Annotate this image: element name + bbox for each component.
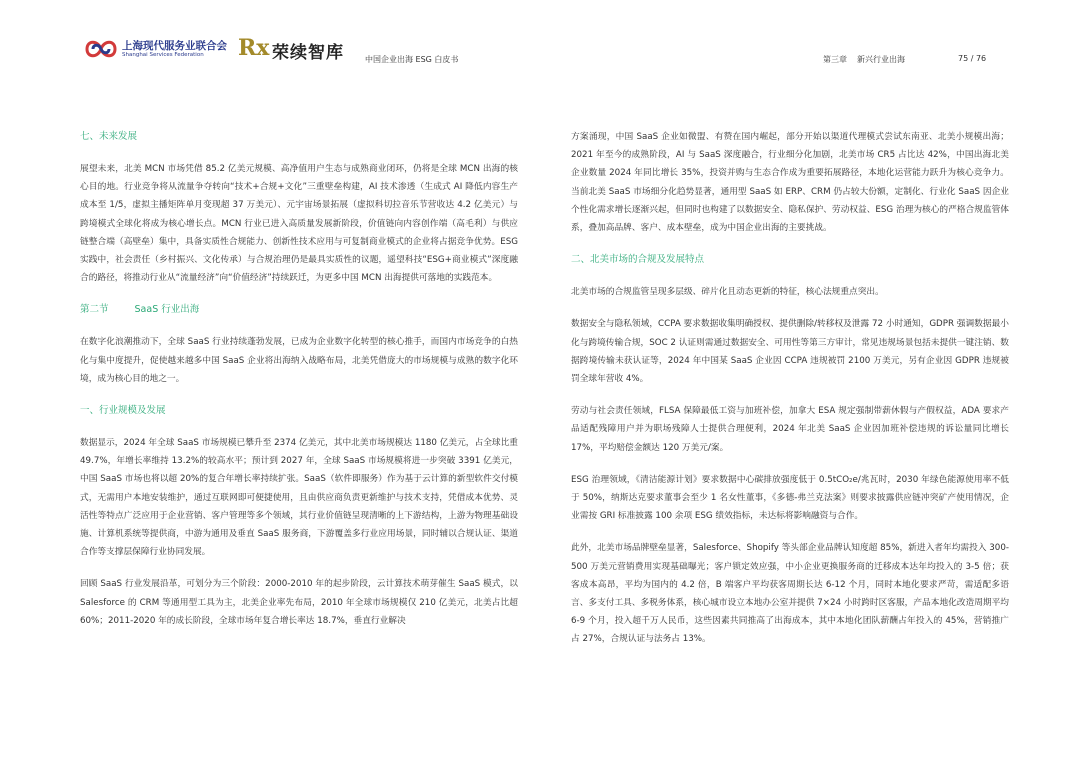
page-number: 75 / 76	[958, 54, 987, 63]
paragraph: ESG 治理领域，《清洁能源计划》要求数据中心碳排放强度低于 0.5tCO₂e/兆瓦时，2030 年绿色能源使用率不低于 50%，纳斯达克要求董事会至少 1 名女性董事，《多德-弗兰克法案》则要求披露供应链冲突矿产使用情况，企业需按 GRI 标准披露 100 余项 ESG 绩效指标，未达标将影响融资与合作。	[571, 474, 1009, 522]
paragraph: 北美市场的合规监管呈现多层级、碎片化且动态更新的特征，核心法规重点突出。	[571, 287, 884, 298]
paragraph: 数据显示，2024 年全球 SaaS 市场规模已攀升至 2374 亿美元，其中北美市场规模达 1180 亿美元，占全球比重 49.7%，年增长率维持 13.2%的较高水平；预计到 2027 年，全球 SaaS 市场规模将进一步突破 3391 亿美元，中国 SaaS 市场也将以超 20%的复合年增长率持续扩张。SaaS（软件即服务）作为基于云计算的新型软件交付模式，无需用户本地安装维护，通过互联网即可便捷使用，且由供应商负责更新维护与技术支持，凭借成本优势、灵活性等特点广泛应用于企业营销、客户管理等多个领域，其行业价值链呈现清晰的上下游结构，上游为物理基础设施、计算机系统等提供商，中游为通用及垂直 SaaS 服务商，下游覆盖多行业应用场景，同时辅以合规认证、渠道合作等支撑层保障行业协同发展。	[80, 438, 518, 558]
right-column	[571, 128, 1009, 663]
chapter-number: 第三章	[823, 55, 847, 64]
section-number: 第二节	[80, 304, 109, 316]
federation-logo-icon	[84, 36, 118, 62]
heading-industry-scale: 一、行业规模及发展	[80, 405, 166, 417]
section-heading-saas	[80, 301, 518, 319]
federation-english-name: Shanghai Services Federation	[122, 52, 204, 58]
paragraph: 方案涌现，中国 SaaS 企业如微盟、有赞在国内崛起，部分开始以渠道代理模式尝试东南亚、北美小规模出海；2021 年至今的成熟阶段，AI 与 SaaS 深度融合，行业细分化加剧，北美市场 CR5 占比达 42%，中国出海北美企业数量 2024 年同比增长 35%，投资并购与生态合作成为重要拓展路径，本地化运营能力跃升为核心竞争力。当前北美 SaaS 市场细分化趋势显著，通用型 SaaS 如 ERP、CRM 仍占较大份额，定制化、行业化 SaaS 因企业个性化需求增长逐渐兴起，但同时也构建了以数据安全、隐私保护、劳动权益、ESG 治理为核心的严格合规监管体系，叠加高品牌、客户、成本壁垒，成为中国企业出海的主要挑战。	[571, 132, 1009, 234]
document-title: 中国企业出海 ESG 白皮书	[365, 55, 459, 64]
brand-logo	[238, 36, 348, 64]
paragraph: 数据安全与隐私领域，CCPA 要求数据收集明确授权、提供删除/转移权及泄露 72 小时通知，GDPR 强调数据最小化与跨境传输合规，SOC 2 认证则需通过数据安全、可用性等第三方审计，常见违规场景包括未提供一键注销、数据跨境传输未获认证等，2024 年中国某 SaaS 企业因 CCPA 违规被罚 2100 万美元，另有企业因 GDPR 违规被罚全球年营收 4%。	[571, 319, 1009, 385]
paragraph: 回顾 SaaS 行业发展沿革，可划分为三个阶段：2000-2010 年的起步阶段，云计算技术萌芽催生 SaaS 模式，以 Salesforce 的 CRM 等通用型工具为主，北美企业率先布局，2010 年全球市场规模仅 210 亿美元，北美占比超 60%；2011-2020 年的成长阶段，全球市场年复合增长率达 18.7%，垂直行业解决	[80, 579, 518, 626]
brand-mark: Rx	[238, 35, 270, 61]
chapter-label	[823, 54, 915, 65]
federation-logo	[84, 36, 227, 64]
paragraph: 在数字化浪潮推动下，全球 SaaS 行业持续蓬勃发展，已成为企业数字化转型的核心推手，而国内市场竞争的白热化与集中度提升，促使越来越多中国 SaaS 企业将出海纳入战略布局，北美凭借庞大的市场规模与成熟的数字化环境，成为核心目的地之一。	[80, 337, 518, 384]
paragraph: 劳动与社会责任领域，FLSA 保障最低工资与加班补偿，加拿大 ESA 规定强制带薪休假与产假权益，ADA 要求产品适配残障用户并为职场残障人士提供合理便利，2024 年北美 SaaS 企业因加班补偿违规的诉讼量同比增长 17%，平均赔偿金额达 120 万美元/案。	[571, 406, 1009, 453]
chapter-title: 新兴行业出海	[857, 55, 905, 64]
brand-name: 荣续智库	[272, 43, 344, 63]
left-column	[80, 128, 518, 644]
section-title: SaaS 行业出海	[134, 304, 200, 316]
heading-compliance-features: 二、北美市场的合规及发展特点	[571, 254, 705, 266]
paragraph: 展望未来，北美 MCN 市场凭借 85.2 亿美元规模、高净值用户生态与成熟商业闭环，仍将是全球 MCN 出海的核心目的地。行业竞争将从流量争夺转向“技术+合规+文化”三重壁垒构建，AI 技术渗透（生成式 AI 降低内容生产成本至 1/5，虚拟主播矩阵单月变现超 37 万美元）、元宇宙场景拓展（虚拟科切拉音乐节营收达 4.2 亿美元）与跨境模式全球化将成为核心增长点。MCN 行业已进入高质量发展新阶段，价值链向内容创作端（高毛利）与供应链整合端（高壁垒）集中，具备实质性合规能力、创新性技术应用与可复制商业模式的企业将占据竞争优势。ESG 实践中，社会责任（乡村振兴、文化传承）与合规治理仍是最具实质性的议题，遥望科技“ESG+商业模式”深度融合的路径，将推动行业从“流量经济”向“价值经济”持续跃迁，为更多中国 MCN 出海提供可落地的实践范本。	[80, 164, 518, 284]
paragraph: 此外，北美市场品牌壁垒显著，Salesforce、Shopify 等头部企业品牌认知度超 85%，新进入者年均需投入 300-500 万美元营销费用实现基础曝光；客户锁定效应强，中小企业更换服务商的迁移成本达年均投入的 3-5 倍；获客成本高昂，平均为国内的 4.2 倍，B 端客户平均获客周期长达 6-12 个月，同时本地化要求严苛，需适配多语言、多支付工具、多税务体系，核心城市设立本地办公室并提供 7×24 小时跨时区客服，产品本地化改造周期平均 6-9 个月，投入超千万人民币，这些因素共同推高了出海成本，其中本地化团队薪酬占年投入的 45%，营销推广占 27%，合规认证与法务占 13%。	[571, 543, 1009, 645]
federation-name: 上海现代服务业联合会	[122, 40, 227, 52]
heading-future-development: 七、未来发展	[80, 131, 138, 142]
page-header	[0, 0, 1080, 80]
